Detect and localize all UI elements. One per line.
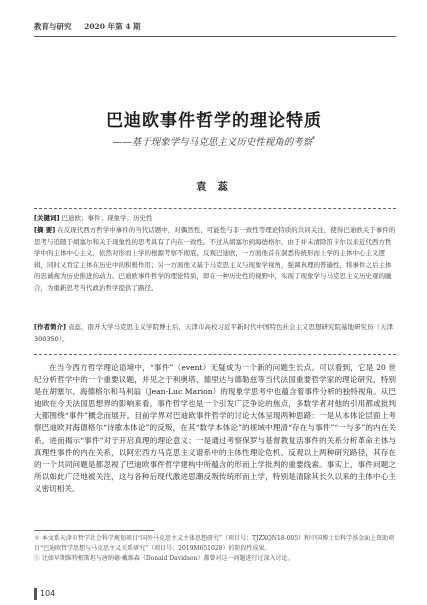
author-info-tag: [作者简介] bbox=[34, 323, 66, 331]
running-head bbox=[34, 20, 394, 34]
subtitle-footnote-mark: * bbox=[312, 135, 316, 143]
page-number: 104 bbox=[34, 588, 80, 600]
subtitle-text: ——基于现象学与马克思主义历史性视角的考察 bbox=[112, 137, 313, 148]
author-info-block bbox=[34, 322, 396, 352]
body-paragraph: 在当今西方哲学理论语境中，“事件”（event）无疑成为一个新的问题生长点。可以看到，它是 20 世纪分析哲学中的一个重要议题，并见之于利奥塔、德里达与德勒兹等当代法国重要哲学家的理论研究，特别是在胡塞尔、海德格尔和马利翁（Jean-Luc Marion）的现象学思考中也蕴含着事件分析的独特视角。从巴迪欧在今天法国思想界的影响来看，事件哲学也是一个引发广泛争论的焦点，多数学者对他的引用都或批判大都围绕“事件”概念而展开。目前学界对巴迪欧事件哲学的讨论大体呈现两种思路：一是从本体论层面上考察巴迪欧对海德格尔“诗歌本体论”的反叛，在其“数学本体论”的视域中理清“存在与事件”“一与多”的内在关系，进而揭示“事件”对于开启真理的理论意义；一是通过考察保罗与基督教复活事件的关系分析革命主体与真理性事件的内在关系，以阿宏西方马克思主义谱系中的主体性理论危机、反观以上两种研究路径，其存在的一个共同问题是都忽视了巴迪欧事件哲学建构中所蕴含的形而上学批判的重要线索。事实上，事件问题之所以如此广泛地被关注，这与各种后现代激进思潮反叛传统形而上学，特别是清除其长久以来的主体中心主义密切相关。 bbox=[34, 363, 396, 493]
journal-name: 教育与研究 bbox=[34, 22, 72, 31]
author-info-text: 袁蕊，南开大学马克思主义学院博士后，天津市高校习近平新时代中国特色社会主义思想研究院基地研究员（天津 300350）。 bbox=[34, 323, 394, 343]
header-rule bbox=[34, 36, 396, 37]
article-title: 巴迪欧事件哲学的理论特质 bbox=[106, 111, 322, 131]
keywords-text: 巴迪欧；事件；现象学；历史性 bbox=[61, 214, 153, 222]
article-subtitle bbox=[30, 134, 398, 148]
keywords-tag: [关键词] bbox=[34, 214, 60, 222]
keywords-block bbox=[34, 213, 396, 225]
issue-label: 2020 年第 4 期 bbox=[84, 22, 141, 31]
abstract-block bbox=[34, 225, 396, 321]
abstract-tag: [摘 要] bbox=[34, 226, 56, 234]
footnote-funding: ＊ 本文系天津市哲学社会科学规划项目“国外马克思主义主体思想研究”（项目号：TJZXQN18-005）和中国博士后科学基金面上资助项目“巴迪欧哲学思想与马克思主义关系研究”（项目号：2019M651028）的阶段性成果。 bbox=[34, 535, 395, 552]
abstract-text: 在反现代西方哲学中事件的当代话题中，对偶然性、可能性与非一致性等理论特质的共同关注，使得巴迪欧关于事件的思考与追随于胡塞尔和关于现象性的思考具有了内在一致性。不过从胡塞尔到海德格尔，由于并未清除笛卡尔以来近代西方哲学中的主体中心主义，依然对形而上学的根源考察不彻底。反观巴迪欧，一方面他首在洞悉传统形而上学的主体中心主义逻辑，同时又肯定主体在历史中的积极作用；另一方面他又基于马克思主义与现象学视角，强调真理的普遍性，将事件之后主体的忠诚视为历史推进的动力。巴迪欧事件哲学的理论特质，即在一种历史性的视野中，实现了现象学与马克思主义历史观的融合，为重新思考当代政治哲学提供了路径。 bbox=[34, 226, 396, 292]
author-name: 袁 蕊 bbox=[196, 182, 232, 193]
footnotes bbox=[34, 534, 396, 578]
abstract-box-top-rule bbox=[34, 208, 396, 209]
footnote-1: ① 比如早期维特根斯坦与唐纳德·戴维森（Donald Davidson）都曾对这一问题进行过深入讨论。 bbox=[34, 555, 294, 562]
abstract-box-bottom-rule bbox=[34, 354, 396, 355]
footnote-rule bbox=[34, 530, 154, 531]
